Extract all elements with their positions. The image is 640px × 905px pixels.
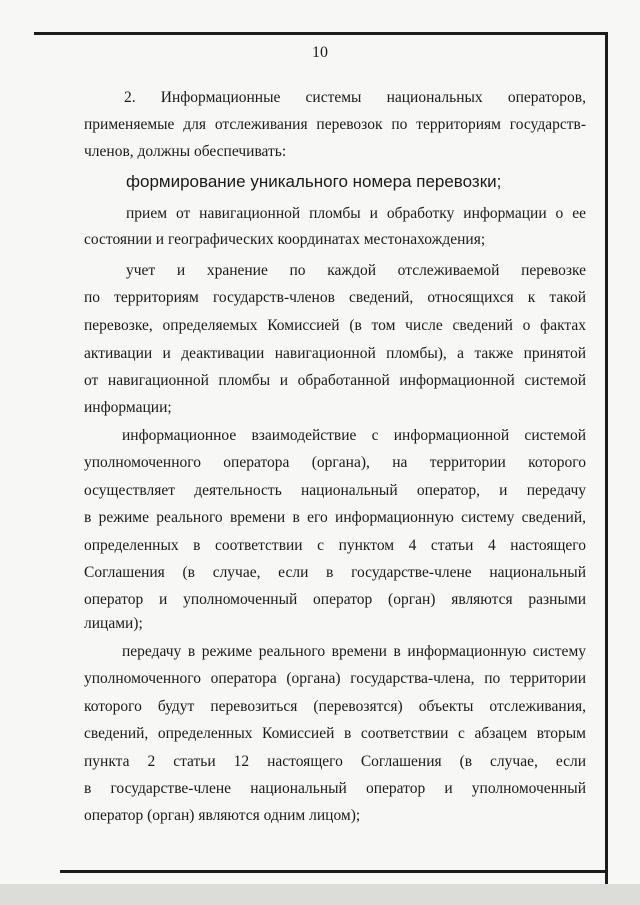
text-line: перевозке, определяемых Комиссией (в том числе сведений о фактах	[84, 317, 586, 334]
scan-edge	[0, 884, 640, 905]
text-line: уполномоченного оператора (органа), на территории которого	[84, 454, 586, 471]
text-line: оператор (орган) являются одним лицом);	[84, 807, 361, 824]
text-line: активации и деактивации навигационной пломбы), а также принятой	[84, 345, 586, 362]
text-line: в режиме реального времени в его информационную систему сведений,	[84, 509, 586, 526]
text-line: оператор и уполномоченный оператор (орган) являются разными	[84, 591, 586, 608]
text-line: в государстве-члене национальный оператор и уполномоченный	[84, 780, 586, 797]
text-line: состоянии и географических координатах местонахождения;	[84, 231, 486, 248]
page-border-bottom	[60, 870, 608, 873]
text-line: уполномоченного оператора (органа) государства-члена, по территории	[84, 670, 586, 687]
text-line: членов, должны обеспечивать:	[84, 143, 287, 160]
text-line: определенных в соответствии с пунктом 4 статьи 4 настоящего	[84, 537, 586, 554]
text-line: от навигационной пломбы и обработанной информационной системой	[84, 372, 586, 389]
text-line: передачу в режиме реального времени в информационную систему	[122, 643, 586, 660]
text-line: пункта 2 статьи 12 настоящего Соглашения (в случае, если	[84, 753, 586, 770]
text-line: которого будут перевозиться (перевозятся) объекты отслеживания,	[84, 698, 586, 715]
page-border-right	[605, 32, 608, 887]
text-line: по территориям государств-членов сведений, относящихся к такой	[84, 289, 586, 306]
text-line: 2. Информационные системы национальных операторов,	[124, 89, 586, 106]
text-line: сведений, определенных Комиссией в соответствии с абзацем вторым	[84, 725, 586, 742]
text-line: информации;	[84, 399, 172, 416]
text-line: осуществляет деятельность национальный оператор, и передачу	[84, 482, 586, 499]
text-line: лицами);	[84, 615, 143, 632]
text-line: прием от навигационной пломбы и обработку информации о ее	[126, 205, 586, 222]
page-border-top	[34, 32, 608, 35]
text-line: формирование уникального номера перевозки;	[126, 172, 502, 191]
text-line: информационное взаимодействие с информационной системой	[122, 427, 586, 444]
page-number: 10	[312, 44, 328, 61]
text-line: Соглашения (в случае, если в государстве-члене национальный	[84, 564, 586, 581]
text-line: учет и хранение по каждой отслеживаемой перевозке	[126, 262, 586, 279]
text-line: применяемые для отслеживания перевозок по территориям государств-	[84, 116, 586, 133]
